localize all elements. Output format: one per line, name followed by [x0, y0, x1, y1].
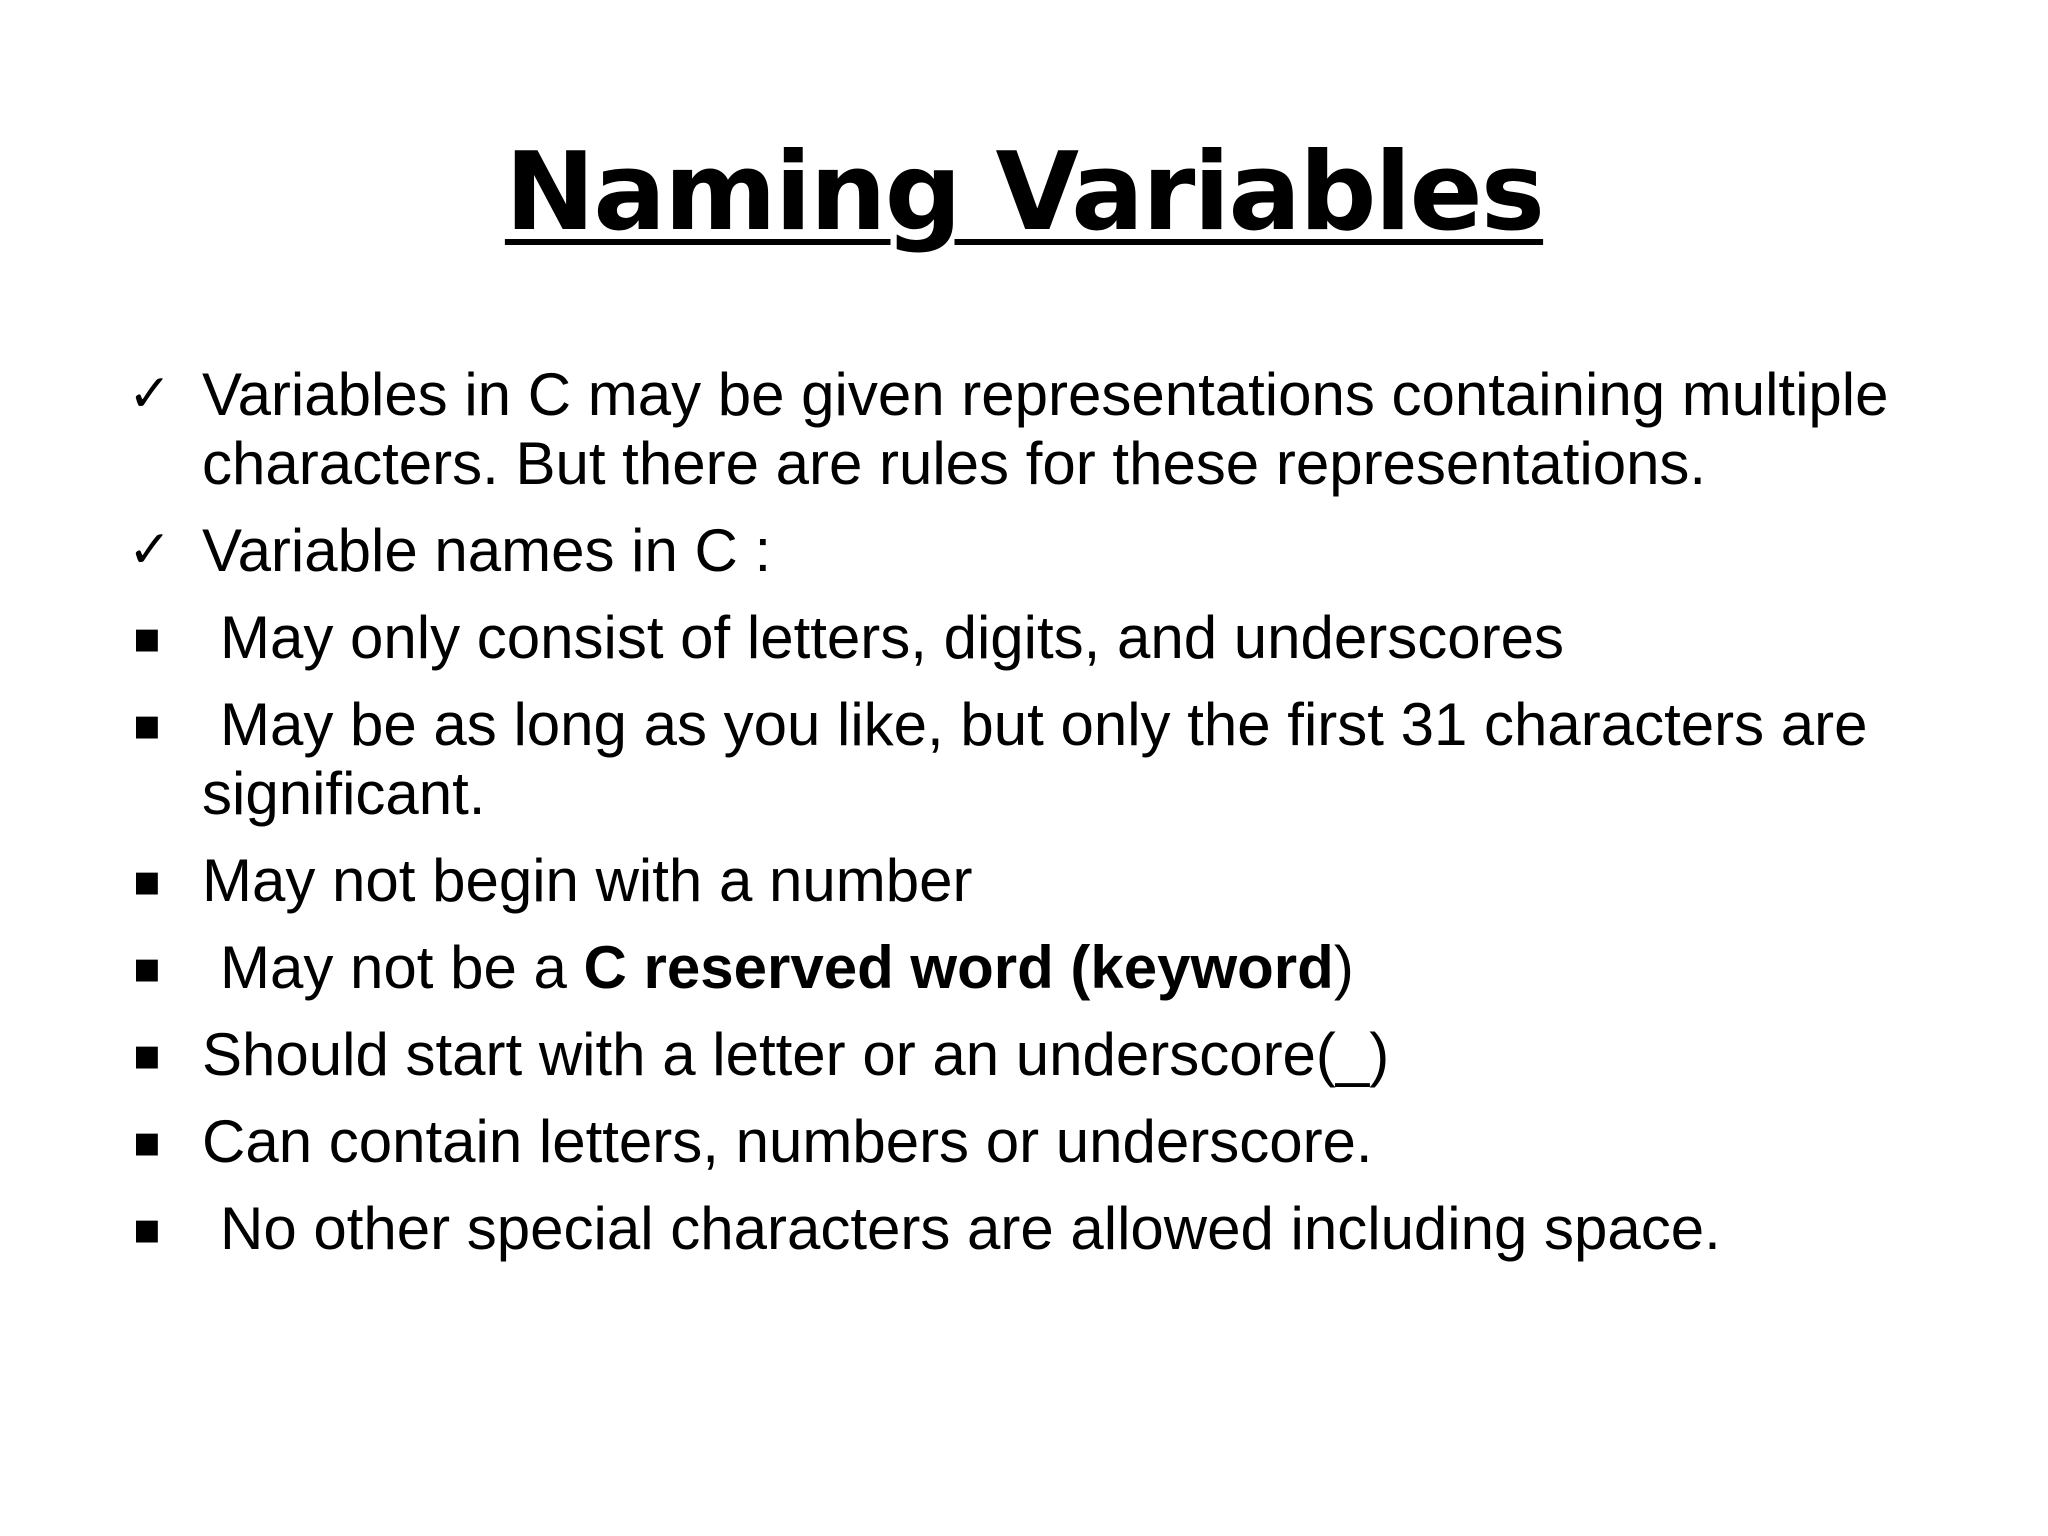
list-item: [128, 846, 2008, 915]
list-item-text: May only consist of letters, digits, and underscores: [220, 604, 1564, 671]
list-item-text-regular: May not be a: [220, 934, 584, 1001]
square-bullet-icon: ▪: [132, 1203, 162, 1254]
list-item-text: [202, 934, 1354, 1001]
list-item: [128, 1107, 2008, 1176]
square-bullet-icon: ▪: [132, 942, 162, 993]
list-item: [128, 1020, 2008, 1089]
list-item-text: Variable names in C :: [202, 517, 772, 584]
square-bullet-icon: ▪: [132, 1029, 162, 1080]
square-bullet-icon: ▪: [132, 1116, 162, 1167]
slide-title-text: Naming Variables: [504, 130, 1544, 255]
list-item-text: Should start with a letter or an underscore(_): [202, 1021, 1390, 1088]
list-item: [128, 1194, 2008, 1263]
list-item: [128, 933, 2008, 1002]
list-item: [128, 603, 2008, 672]
list-item: [128, 360, 1922, 498]
square-bullet-icon: ▪: [132, 855, 162, 906]
square-bullet-icon: ▪: [132, 612, 162, 663]
list-item-text: Variables in C may be given representations containing multiple characters. But there are rules for these representations.: [202, 361, 1889, 497]
list-item-text-regular: ): [1333, 934, 1354, 1001]
list-item-text: May be as long as you like, but only the first 31 characters are significant.: [202, 691, 1868, 827]
square-bullet-icon: ▪: [132, 699, 162, 750]
bullet-list: [128, 360, 2008, 1281]
slide-title: [0, 128, 2048, 258]
list-item-text: May not begin with a number: [202, 847, 973, 914]
list-item: [128, 690, 2008, 828]
list-item: [128, 516, 2008, 585]
list-item-text: No other special characters are allowed including space.: [220, 1195, 1721, 1262]
checkmark-icon: ✓: [128, 520, 172, 580]
keyword-emphasis: C reserved word (keyword: [583, 934, 1334, 1001]
checkmark-icon: ✓: [128, 364, 172, 424]
list-item-text: Can contain letters, numbers or underscore.: [202, 1108, 1373, 1175]
